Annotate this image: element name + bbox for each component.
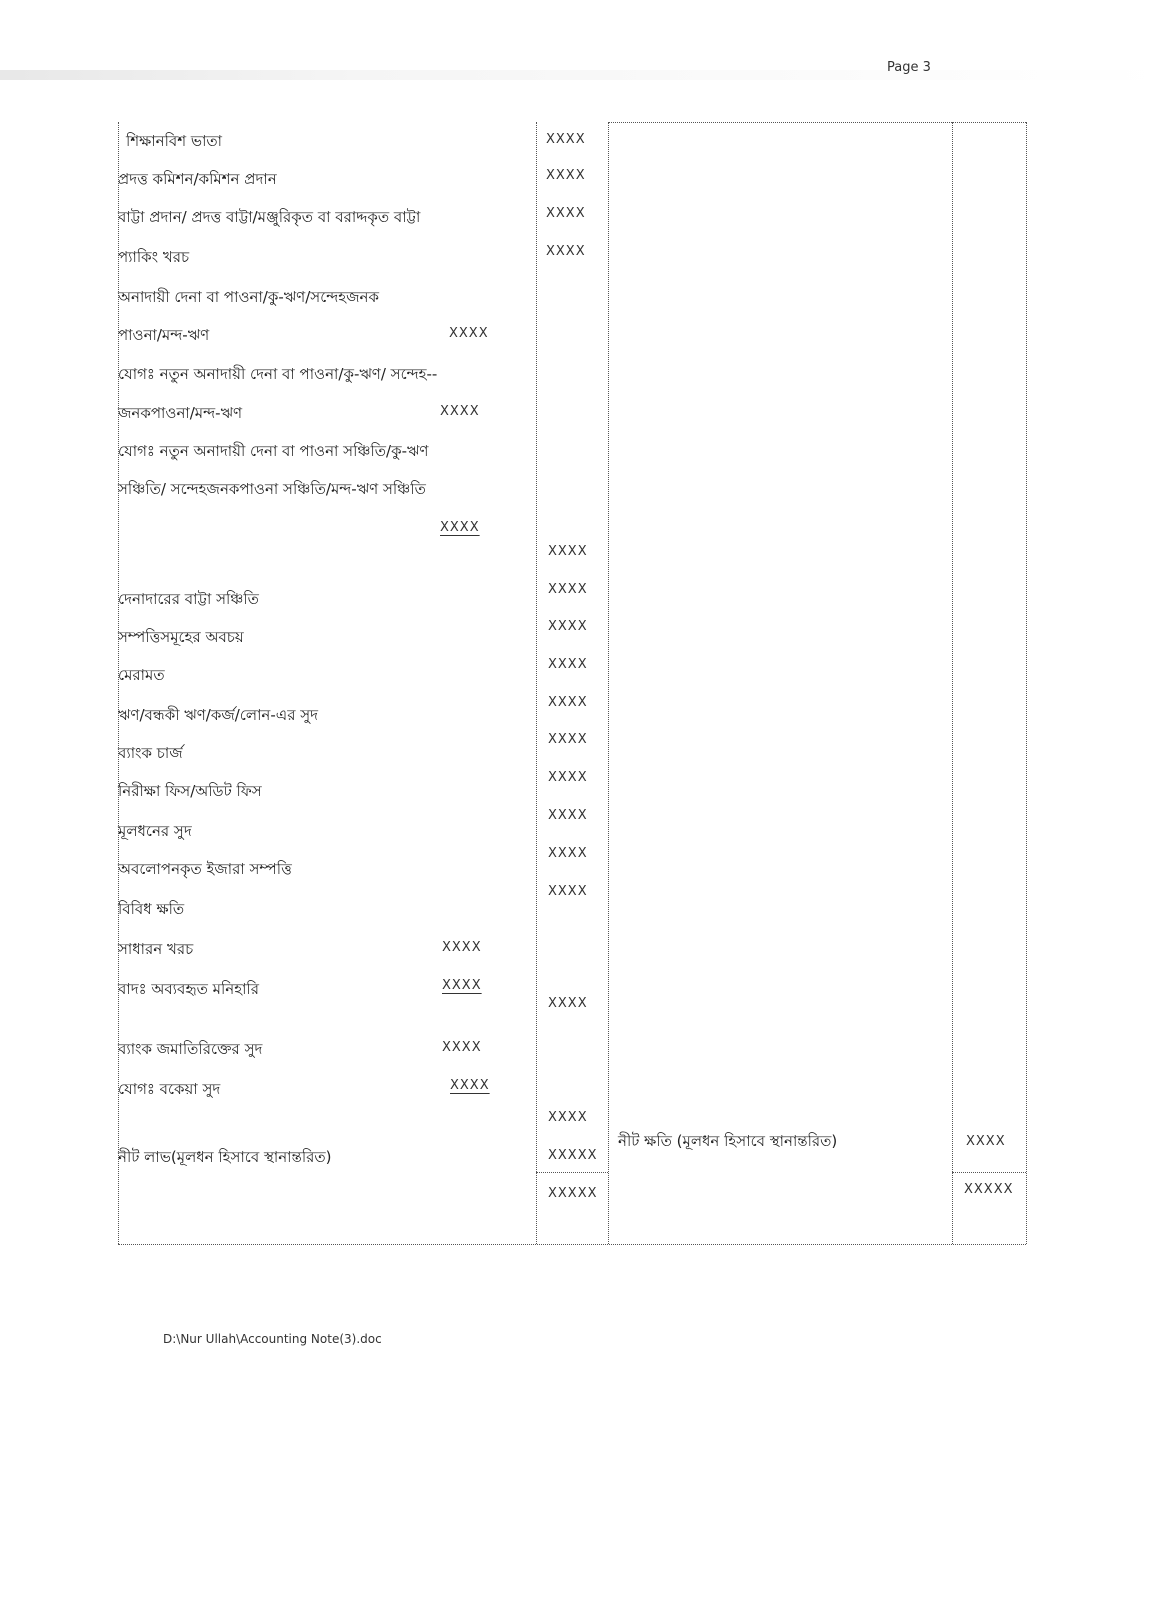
- outstanding-interest-amount: XXXX: [450, 1078, 490, 1093]
- row-amount: XXXX: [548, 808, 588, 823]
- income-statement-table: [118, 122, 1048, 1244]
- row-amount: XXXX: [546, 168, 586, 183]
- bad-debts-line-6: সঞ্চিতি/ সন্দেহজনকপাওনা সঞ্চিতি/মন্দ-ঋণ সঞ্চিতি: [118, 480, 426, 498]
- row-amount: XXXX: [548, 846, 588, 861]
- bad-debts-amount: XXXX: [449, 326, 489, 341]
- row-label: মূলধনের সুদ: [118, 822, 192, 840]
- unused-stationery-amount: XXXX: [442, 978, 482, 993]
- bad-debts-line-2: পাওনা/মন্দ-ঋণ: [118, 326, 210, 344]
- row-label: বিবিধ ক্ষতি: [118, 900, 185, 918]
- row-label: দেনাদারের বাট্টা সঞ্চিতি: [118, 590, 259, 608]
- row-label: ঋণ/বন্ধকী ঋণ/কর্জ/লোন-এর সুদ: [118, 706, 319, 724]
- row-amount: XXXX: [548, 884, 588, 899]
- net-profit-label: নীট লাভ(মূলধন হিসাবে স্থানান্তরিত): [118, 1148, 332, 1166]
- row-label: অবলোপনকৃত ইজারা সম্পত্তি: [118, 860, 292, 878]
- credit-total-line: [952, 1172, 1026, 1173]
- general-expense-amount: XXXX: [442, 940, 482, 955]
- row-label: প্যাকিং খরচ: [118, 248, 190, 266]
- table-border-right: [1026, 122, 1027, 1244]
- overdraft-interest-total: XXXX: [548, 1110, 588, 1125]
- debit-grand-total: XXXXX: [548, 1186, 598, 1201]
- net-loss-label: নীট ক্ষতি (মূলধন হিসাবে স্থানান্তরিত): [618, 1132, 838, 1150]
- row-amount: XXXX: [548, 695, 588, 710]
- outstanding-interest-label: যোগঃ বকেয়া সুদ: [118, 1080, 221, 1098]
- overdraft-interest-amount: XXXX: [442, 1040, 482, 1055]
- bad-debts-line-4: জনকপাওনা/মন্দ-ঋণ: [118, 404, 243, 422]
- scan-artifact: [0, 70, 1168, 80]
- unused-stationery-label: বাদঃ অব্যবহৃত মনিহারি: [118, 980, 259, 998]
- page-number: Page 3: [887, 60, 931, 75]
- row-amount: XXXX: [546, 206, 586, 221]
- bad-debts-total: XXXX: [548, 544, 588, 559]
- debit-total-line: [536, 1172, 608, 1173]
- new-bad-debts-amount: XXXX: [440, 404, 480, 419]
- table-top-border: [608, 122, 1026, 123]
- row-label: প্রদত্ত কমিশন/কমিশন প্রদান: [118, 170, 277, 188]
- general-expense-label: সাধারন খরচ: [118, 940, 194, 958]
- row-amount: XXXX: [548, 619, 588, 634]
- row-label: সম্পত্তিসমূহের অবচয়: [118, 628, 244, 646]
- row-label: ব্যাংক চার্জ: [118, 744, 183, 762]
- bad-debts-line-1: অনাদায়ী দেনা বা পাওনা/কু-ঋণ/সন্দেহজনক: [118, 288, 380, 306]
- bad-debts-line-3: যোগঃ নতুন অনাদায়ী দেনা বা পাওনা/কু-ঋণ/ সন্দেহ--: [118, 365, 438, 383]
- row-label: বাট্টা প্রদান/ প্রদত্ত বাট্টা/মঞ্জুরিকৃত বা বরাদ্দকৃত বাট্টা: [118, 208, 421, 226]
- row-amount: XXXX: [548, 657, 588, 672]
- row-label: শিক্ষানবিশ ভাতা: [126, 132, 223, 150]
- general-expense-total: XXXX: [548, 996, 588, 1011]
- debit-credit-divider: [608, 122, 609, 1244]
- debit-amount-divider: [536, 122, 537, 1244]
- bad-debts-line-5: যোগঃ নতুন অনাদায়ী দেনা বা পাওনা সঞ্চিতি/কু-ঋণ: [118, 442, 429, 460]
- overdraft-interest-label: ব্যাংক জমাতিরিক্তের সুদ: [118, 1040, 263, 1058]
- table-bottom-border: [118, 1244, 1026, 1245]
- credit-amount-divider: [952, 122, 953, 1244]
- row-amount: XXXX: [548, 582, 588, 597]
- net-loss-amount: XXXX: [966, 1134, 1006, 1149]
- row-amount: XXXX: [548, 770, 588, 785]
- credit-grand-total: XXXXX: [964, 1182, 1014, 1197]
- provision-amount: XXXX: [440, 520, 480, 535]
- row-label: নিরীক্ষা ফিস/অডিট ফিস: [118, 782, 262, 800]
- row-amount: XXXX: [546, 132, 586, 147]
- row-amount: XXXX: [546, 244, 586, 259]
- row-amount: XXXX: [548, 732, 588, 747]
- row-label: মেরামত: [118, 666, 165, 684]
- net-profit-amount: XXXXX: [548, 1148, 598, 1163]
- footer-file-path: D:\Nur Ullah\Accounting Note(3).doc: [163, 1332, 382, 1346]
